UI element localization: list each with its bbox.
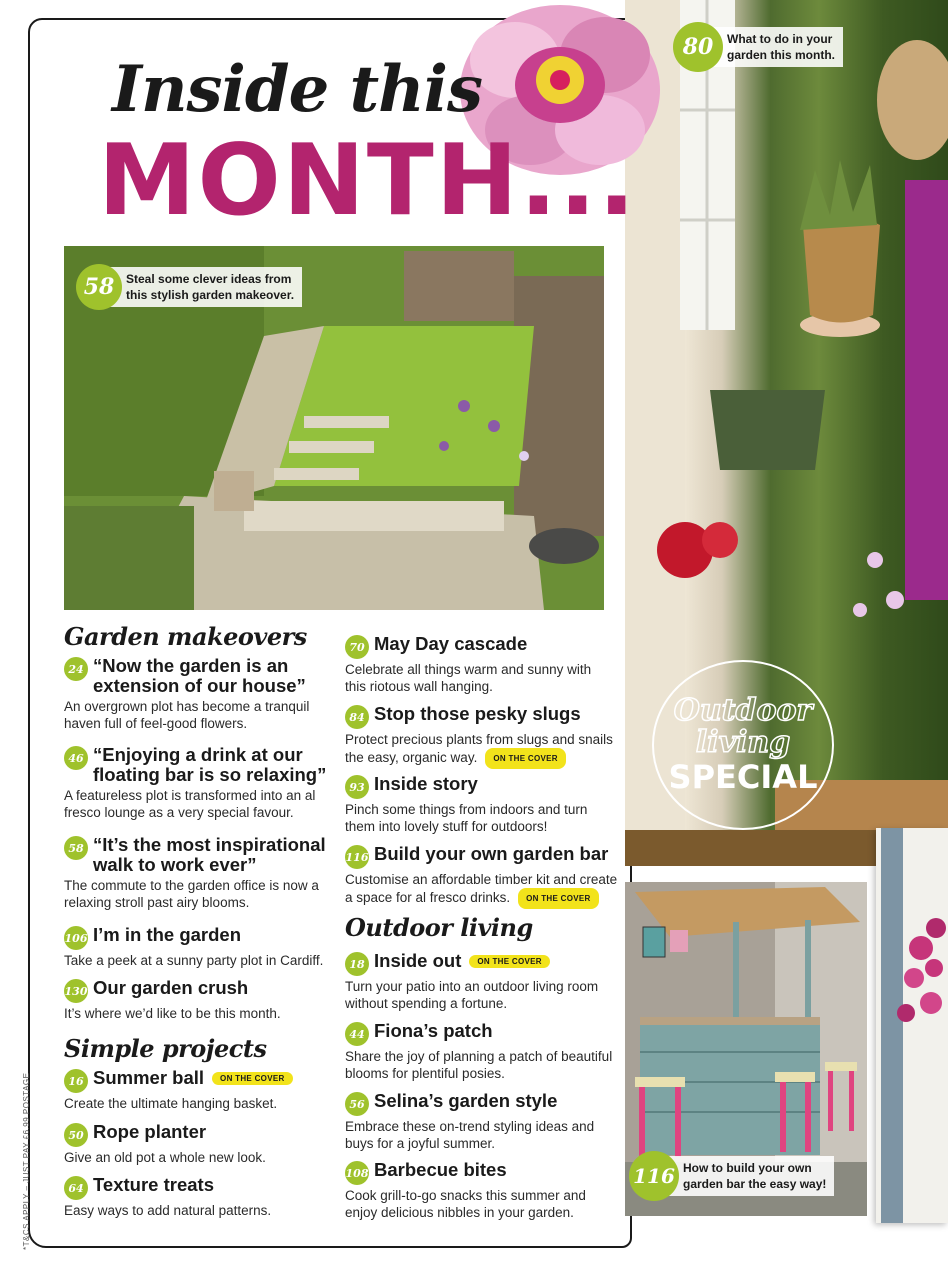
on-the-cover-tag: ON THE COVER xyxy=(212,1072,293,1085)
toc-entry[interactable] xyxy=(345,951,615,1012)
page-title-script: Inside this xyxy=(112,52,482,127)
toc-entry[interactable] xyxy=(64,925,334,969)
page-number-badge: 84 xyxy=(345,705,369,729)
entry-title: “It’s the most inspirational walk to work ever” xyxy=(93,834,326,875)
entry-title: Rope planter xyxy=(93,1121,207,1142)
page-title-main: MONTH... xyxy=(98,124,638,238)
entry-title: Selina’s garden style xyxy=(374,1090,558,1111)
toc-entry[interactable] xyxy=(345,634,615,695)
section-simple-projects: Simple projects xyxy=(64,1034,267,1063)
entry-description: Pinch some things from indoors and turn them into lovely stuff for outdoors! xyxy=(345,802,588,834)
section-garden-makeovers: Garden makeovers xyxy=(64,622,307,651)
page-number-badge: 93 xyxy=(345,775,369,799)
entry-description: Easy ways to add natural patterns. xyxy=(64,1203,272,1218)
toc-entry[interactable] xyxy=(64,656,334,732)
on-the-cover-tag: ON THE COVER xyxy=(485,748,566,769)
entry-description: A featureless plot is transformed into an al fresco lounge as a very special favour. xyxy=(64,788,316,820)
page-number-badge: 46 xyxy=(64,746,88,770)
entry-title: Build your own garden bar xyxy=(374,843,609,864)
callout-garden-month[interactable] xyxy=(673,22,843,72)
entry-description: The commute to the garden office is now a relaxing stroll past airy blooms. xyxy=(64,878,319,910)
page-number-badge: 50 xyxy=(64,1123,88,1147)
outdoor-living-special-badge xyxy=(652,660,834,830)
section-outdoor-living: Outdoor living xyxy=(345,913,533,942)
hanging-flowers-photo xyxy=(876,828,948,1223)
toc-entry[interactable] xyxy=(64,745,334,821)
entry-title: I’m in the garden xyxy=(93,924,242,945)
page-number-badge: 56 xyxy=(345,1092,369,1116)
entry-description: Create the ultimate hanging basket. xyxy=(64,1096,278,1111)
entry-title: Stop those pesky slugs xyxy=(374,703,581,724)
toc-entry[interactable] xyxy=(64,1175,334,1219)
entry-description: It’s where we’d like to be this month. xyxy=(64,1006,281,1021)
callout-text: How to build your own garden bar the easy way! xyxy=(665,1156,834,1196)
special-line-3: SPECIAL xyxy=(668,758,818,796)
entry-title: Fiona’s patch xyxy=(374,1020,493,1041)
entry-description: Embrace these on-trend styling ideas and buys for a joyful summer. xyxy=(345,1119,595,1151)
page-number-badge: 130 xyxy=(64,979,88,1003)
entry-description: Share the joy of planning a patch of beautiful blooms for plentiful posies. xyxy=(345,1049,613,1081)
entry-description: Turn your patio into an outdoor living room without spending a fortune. xyxy=(345,979,599,1011)
page-number-badge: 16 xyxy=(64,1069,88,1093)
callout-number: 116 xyxy=(629,1151,679,1201)
on-the-cover-tag: ON THE COVER xyxy=(469,955,550,968)
page-number-badge: 24 xyxy=(64,657,88,681)
entry-title: Inside story xyxy=(374,773,478,794)
entry-title: May Day cascade xyxy=(374,633,528,654)
toc-entry[interactable] xyxy=(345,1091,615,1152)
entry-title: Barbecue bites xyxy=(374,1159,507,1180)
toc-entry[interactable] xyxy=(345,844,625,909)
entry-title: Summer ball xyxy=(93,1067,205,1088)
entry-description: Cook grill-to-go snacks this summer and enjoy delicious nibbles in your garden. xyxy=(345,1188,586,1220)
toc-entry[interactable] xyxy=(345,1160,615,1221)
entry-description: Protect precious plants from slugs and snails the easy, organic way. ON THE COVER xyxy=(345,731,615,769)
toc-entry[interactable] xyxy=(64,1068,334,1112)
hanging-flowers-illustration xyxy=(876,828,948,1223)
page-number-badge: 70 xyxy=(345,635,369,659)
entry-title: Texture treats xyxy=(93,1174,214,1195)
entry-description: Take a peek at a sunny party plot in Cardiff. xyxy=(64,953,324,968)
on-the-cover-tag: ON THE COVER xyxy=(518,888,599,909)
callout-text: Steal some clever ideas from this stylish garden makeover. xyxy=(108,267,302,307)
toc-entry[interactable] xyxy=(345,704,615,769)
callout-number: 80 xyxy=(673,22,723,72)
page-number-badge: 64 xyxy=(64,1176,88,1200)
toc-entry[interactable] xyxy=(64,1122,334,1166)
page-number-badge: 44 xyxy=(345,1022,369,1046)
page-number-badge: 108 xyxy=(345,1161,369,1185)
entry-title: Inside out xyxy=(374,950,462,971)
entry-title: “Enjoying a drink at our floating bar is so relaxing” xyxy=(93,744,327,785)
special-line-2: living xyxy=(695,725,791,760)
page-number-badge: 18 xyxy=(345,952,369,976)
callout-makeover[interactable] xyxy=(76,264,302,310)
page-number-badge: 116 xyxy=(345,845,369,869)
entry-title: “Now the garden is an extension of our house” xyxy=(93,655,306,696)
entry-description: An overgrown plot has become a tranquil haven full of feel-good flowers. xyxy=(64,699,310,731)
entry-description: Give an old pot a whole new look. xyxy=(64,1150,266,1165)
callout-bar[interactable] xyxy=(629,1151,834,1201)
callout-text: What to do in your garden this month. xyxy=(709,27,843,67)
toc-entry[interactable] xyxy=(64,835,334,911)
toc-entry[interactable] xyxy=(345,774,615,835)
callout-number: 58 xyxy=(76,264,122,310)
toc-entry[interactable] xyxy=(345,1021,615,1082)
entry-description: Customise an affordable timber kit and create a space for al fresco drinks. ON THE COVER xyxy=(345,871,625,909)
page-number-badge: 106 xyxy=(64,926,88,950)
toc-entry[interactable] xyxy=(64,978,334,1022)
special-line-1: Outdoor xyxy=(673,693,813,728)
entry-title: Our garden crush xyxy=(93,977,249,998)
entry-description: Celebrate all things warm and sunny with this riotous wall hanging. xyxy=(345,662,592,694)
page-number-badge: 58 xyxy=(64,836,88,860)
footnote: *T&CS APPLY – JUST PAY £6.99 POSTAGE xyxy=(22,1072,31,1250)
